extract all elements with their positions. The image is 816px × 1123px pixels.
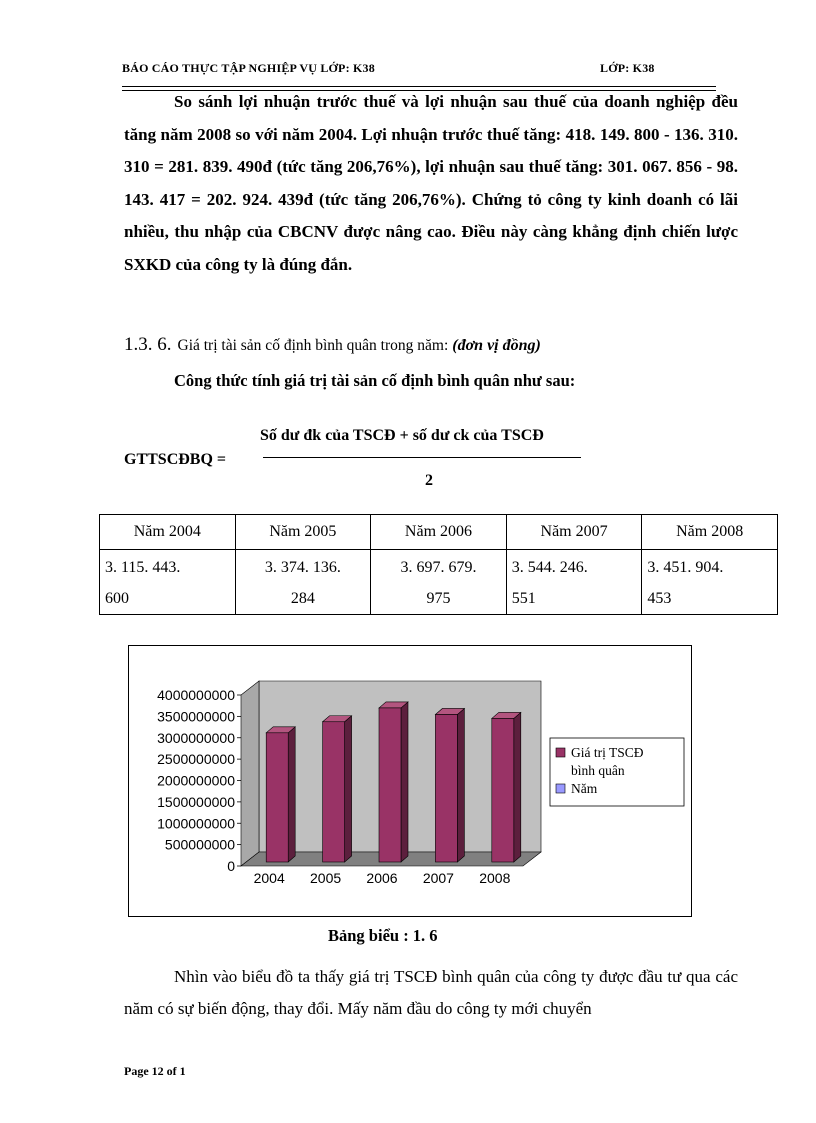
y-tick-label: 2500000000 <box>157 751 235 768</box>
table-header-cell: Năm 2004 <box>100 515 236 550</box>
table-row <box>100 550 778 615</box>
legend-swatch <box>556 748 565 757</box>
closing-paragraph <box>124 961 738 1025</box>
cell-line: 3. 697. 679. <box>400 559 477 576</box>
legend-swatch <box>556 784 565 793</box>
x-tick-label: 2006 <box>366 870 398 886</box>
bar-side <box>345 716 352 862</box>
formula-intro: Công thức tính giá trị tài sản cố định bình quân như sau: <box>174 371 576 390</box>
table-cell <box>371 550 507 615</box>
cell-line: 453 <box>647 590 672 607</box>
bar-chart <box>129 646 691 916</box>
formula-lhs: GTTSCĐBQ = <box>124 451 227 468</box>
cell-line: 3. 451. 904. <box>647 559 724 576</box>
header-left: BÁO CÁO THỰC TẬP NGHIỆP VỤ LỚP: K38 <box>122 61 375 75</box>
bar <box>266 733 288 862</box>
page-footer: Page 12 of 1 <box>124 1064 186 1078</box>
x-tick-label: 2005 <box>310 870 342 886</box>
x-tick-label: 2008 <box>479 870 511 886</box>
table-cell <box>642 550 778 615</box>
section-heading <box>124 334 541 356</box>
y-tick-label: 1500000000 <box>157 793 235 810</box>
chart-caption: Bảng biểu : 1. 6 <box>328 926 438 945</box>
bar <box>323 722 345 862</box>
x-tick-label: 2007 <box>422 870 454 886</box>
y-tick-label: 500000000 <box>164 836 235 853</box>
section-title: Giá trị tài sản cố định bình quân trong năm: <box>177 337 449 354</box>
table-header-cell: Năm 2007 <box>506 515 642 550</box>
bar-side <box>288 727 295 862</box>
table-header-row <box>100 515 778 550</box>
bar-side <box>401 702 408 862</box>
chart-frame <box>128 645 692 917</box>
x-tick-label: 2004 <box>253 870 285 886</box>
y-tick-label: 0 <box>227 858 235 874</box>
chart-side-wall <box>241 681 259 866</box>
y-tick-label: 3000000000 <box>157 729 235 746</box>
y-tick-label: 2000000000 <box>157 772 235 789</box>
table-cell <box>506 550 642 615</box>
intro-paragraph <box>124 86 738 281</box>
table-cell <box>235 550 371 615</box>
section-number: 1.3. 6. <box>124 334 172 355</box>
legend-label: Năm <box>571 781 598 796</box>
header-right: LỚP: K38 <box>600 61 655 75</box>
y-tick-label: 4000000000 <box>157 687 235 703</box>
asset-value-table <box>99 514 778 615</box>
y-tick-label: 1000000000 <box>157 815 235 832</box>
cell-line: 3. 544. 246. <box>511 559 588 576</box>
formula-denominator: 2 <box>425 472 433 489</box>
bar <box>492 718 514 862</box>
table-header-cell: Năm 2005 <box>235 515 371 550</box>
formula-numerator: Số dư đk của TSCĐ + số dư ck của TSCĐ <box>260 427 544 444</box>
bar <box>435 714 457 862</box>
bar <box>379 708 401 862</box>
table-header-cell: Năm 2008 <box>642 515 778 550</box>
cell-line: 975 <box>426 590 451 607</box>
cell-line: 3. 115. 443. <box>105 559 181 576</box>
y-tick-label: 3500000000 <box>157 708 235 725</box>
intro-paragraph-text: So sánh lợi nhuận trước thuế và lợi nhuận sau thuế của doanh nghiệp đều tăng năm 2008 so với năm 2004. Lợi nhuận trước thuế tăng: 418. 149. 800 - 136. 310. 310 = 281. 839. 490đ (tức tăng 206,76%), lợi nhuận sau thuế tăng: 301. 067. 856 - 98. 143. 417 = 202. 924. 439đ (tức tăng 206,76%). Chứng tỏ công ty kinh doanh có lãi nhiều, thu nhập của CBCNV được nâng cao. Điều này càng khẳng định chiến lược SXKD của công ty là đúng đắn. <box>124 92 738 274</box>
legend-label: Giá trị TSCĐ <box>571 745 644 760</box>
table-cell <box>100 550 236 615</box>
closing-paragraph-text: Nhìn vào biểu đồ ta thấy giá trị TSCĐ bình quân của công ty được đầu tư qua các năm có sự biến động, thay đổi. Mấy năm đầu do công ty mới chuyển <box>124 967 738 1018</box>
cell-line: 284 <box>290 590 315 607</box>
section-unit: (đơn vị đồng) <box>452 337 541 354</box>
legend-label: bình quân <box>571 763 625 778</box>
cell-line: 3. 374. 136. <box>264 559 341 576</box>
cell-line: 551 <box>511 590 536 607</box>
table-header-cell: Năm 2006 <box>371 515 507 550</box>
bar-side <box>457 708 464 862</box>
bar-side <box>514 712 521 862</box>
cell-line: 600 <box>105 590 129 607</box>
formula-fraction-bar <box>263 457 581 458</box>
